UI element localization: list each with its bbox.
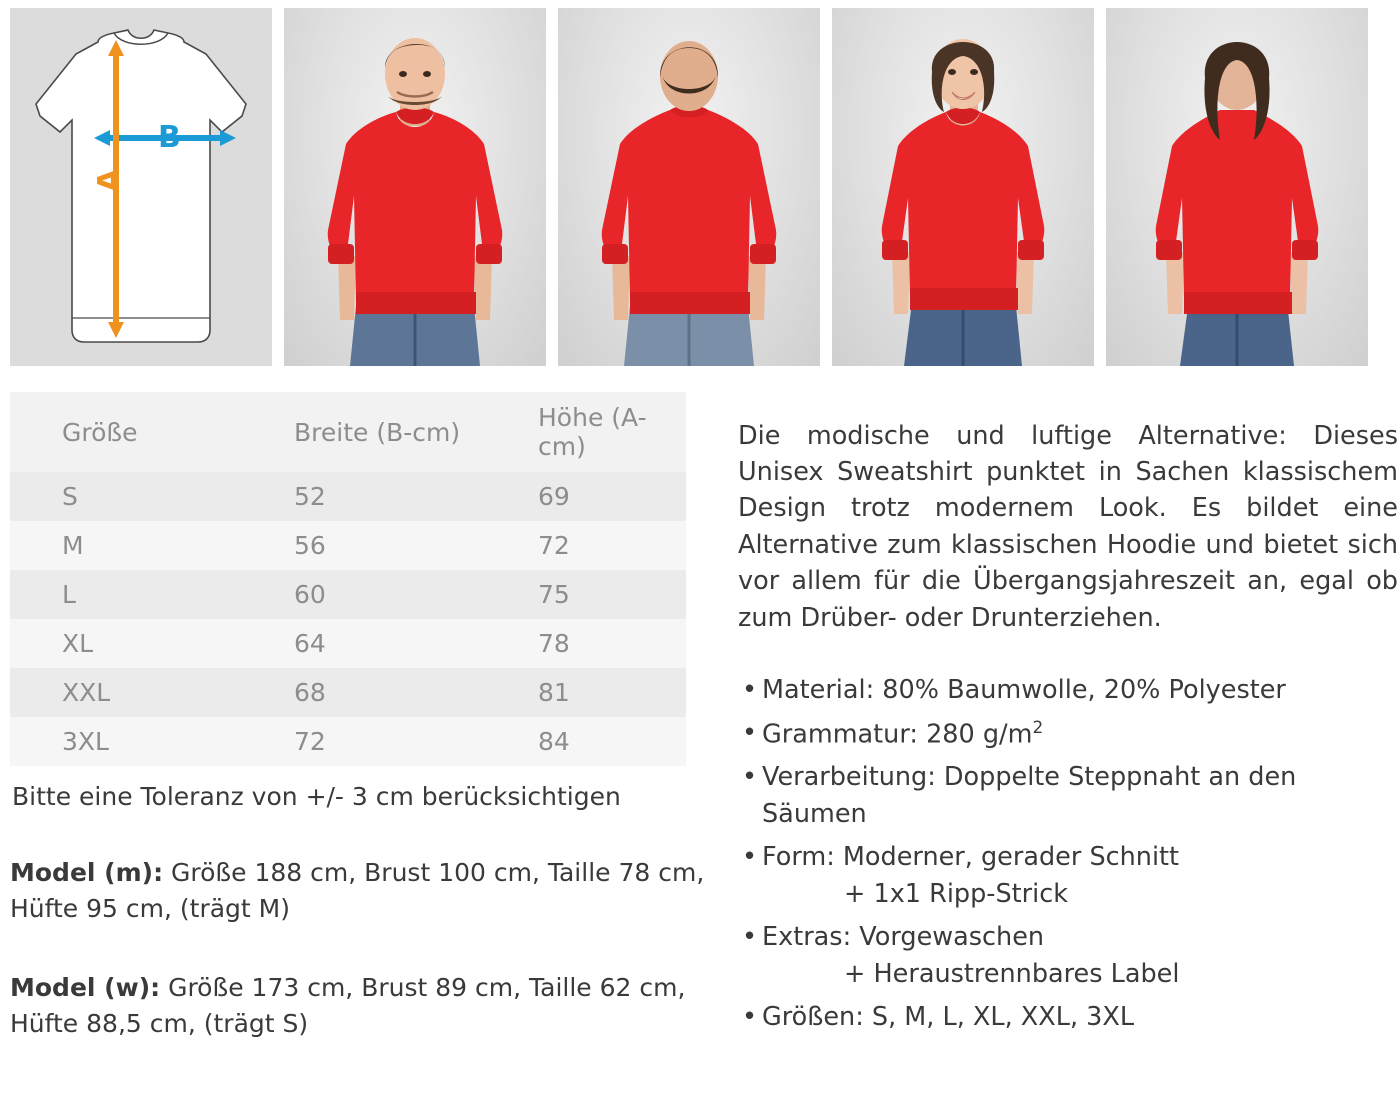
table-header-size: Größe xyxy=(10,392,242,472)
cell-height: 69 xyxy=(486,472,686,521)
table-row xyxy=(10,521,686,570)
list-item xyxy=(738,672,1398,709)
list-item xyxy=(738,759,1398,834)
cell-size: XXL xyxy=(10,668,242,717)
model-male-label: Model (m): xyxy=(10,858,164,887)
model-photo-female-back xyxy=(1106,8,1368,366)
cell-width: 64 xyxy=(242,619,486,668)
table-header-width: Breite (B-cm) xyxy=(242,392,486,472)
product-image-gallery xyxy=(0,0,1400,366)
cell-width: 72 xyxy=(242,717,486,766)
sweatshirt-outline-icon xyxy=(10,8,272,366)
cell-width: 60 xyxy=(242,570,486,619)
table-row xyxy=(10,668,686,717)
list-item xyxy=(738,919,1398,994)
table-row xyxy=(10,619,686,668)
cell-size: S xyxy=(10,472,242,521)
cell-width: 52 xyxy=(242,472,486,521)
cell-size: L xyxy=(10,570,242,619)
size-table xyxy=(10,392,686,766)
model-photo-male-front xyxy=(284,8,546,366)
feature-extras: Extras: Vorgewaschen xyxy=(762,921,1045,952)
model-female-label: Model (w): xyxy=(10,973,161,1002)
cell-width: 56 xyxy=(242,521,486,570)
cell-height: 84 xyxy=(486,717,686,766)
cell-height: 72 xyxy=(486,521,686,570)
product-description: Die modische und luftige Alternative: Dieses Unisex Sweatshirt punktet in Sachen klassischem Design trotz modernem Look. Es bildet eine Alternative zum klassischen Hoodie und bietet sich vor allem für die Übergangsjahreszeit an, egal ob zum Drüber- oder Drunterziehen. xyxy=(738,420,1398,633)
cell-size: 3XL xyxy=(10,717,242,766)
cell-height: 81 xyxy=(486,668,686,717)
width-label-b: B xyxy=(158,120,181,155)
model-male-info xyxy=(10,855,710,926)
female-front-figure-icon xyxy=(832,8,1094,366)
feature-sizes: Größen: S, M, L, XL, XXL, 3XL xyxy=(762,1001,1135,1032)
cell-width: 68 xyxy=(242,668,486,717)
model-photo-male-back xyxy=(558,8,820,366)
male-front-figure-icon xyxy=(284,8,546,366)
male-back-figure-icon xyxy=(558,8,820,366)
cell-height: 78 xyxy=(486,619,686,668)
model-female-info xyxy=(10,970,710,1041)
list-item xyxy=(738,715,1398,754)
table-header-height: Höhe (A-cm) xyxy=(486,392,686,472)
list-item xyxy=(738,999,1398,1036)
table-row xyxy=(10,570,686,619)
table-row xyxy=(10,717,686,766)
feature-weight: Grammatur: 280 g/m xyxy=(762,719,1033,750)
product-details xyxy=(0,366,1400,1066)
list-item xyxy=(738,839,1398,914)
model-photo-female-front xyxy=(832,8,1094,366)
tolerance-note: Bitte eine Toleranz von +/- 3 cm berücksichtigen xyxy=(12,782,621,811)
feature-fit: Form: Moderner, gerader Schnitt xyxy=(762,841,1180,872)
cell-size: XL xyxy=(10,619,242,668)
description-column xyxy=(738,392,1398,1066)
model-female-text: Größe 173 cm, Brust 89 cm, Taille 62 cm, Hüfte 88,5 cm, (trägt S) xyxy=(10,973,686,1038)
table-header-row xyxy=(10,392,686,472)
measurement-diagram xyxy=(10,8,272,366)
feature-list xyxy=(738,672,1398,1036)
size-info-column xyxy=(10,392,710,1066)
feature-weight-exponent: 2 xyxy=(1032,716,1044,737)
female-back-figure-icon xyxy=(1106,8,1368,366)
feature-construction: Verarbeitung: Doppelte Steppnaht an den Säumen xyxy=(762,761,1297,830)
feature-extras-sub: + Heraustrennbares Label xyxy=(844,959,1180,990)
feature-fit-sub: + 1x1 Ripp-Strick xyxy=(844,879,1069,910)
feature-material: Material: 80% Baumwolle, 20% Polyester xyxy=(762,675,1286,706)
height-label-a: A xyxy=(92,168,128,193)
cell-size: M xyxy=(10,521,242,570)
table-row xyxy=(10,472,686,521)
cell-height: 75 xyxy=(486,570,686,619)
model-male-text: Größe 188 cm, Brust 100 cm, Taille 78 cm, Hüfte 95 cm, (trägt M) xyxy=(10,858,705,923)
